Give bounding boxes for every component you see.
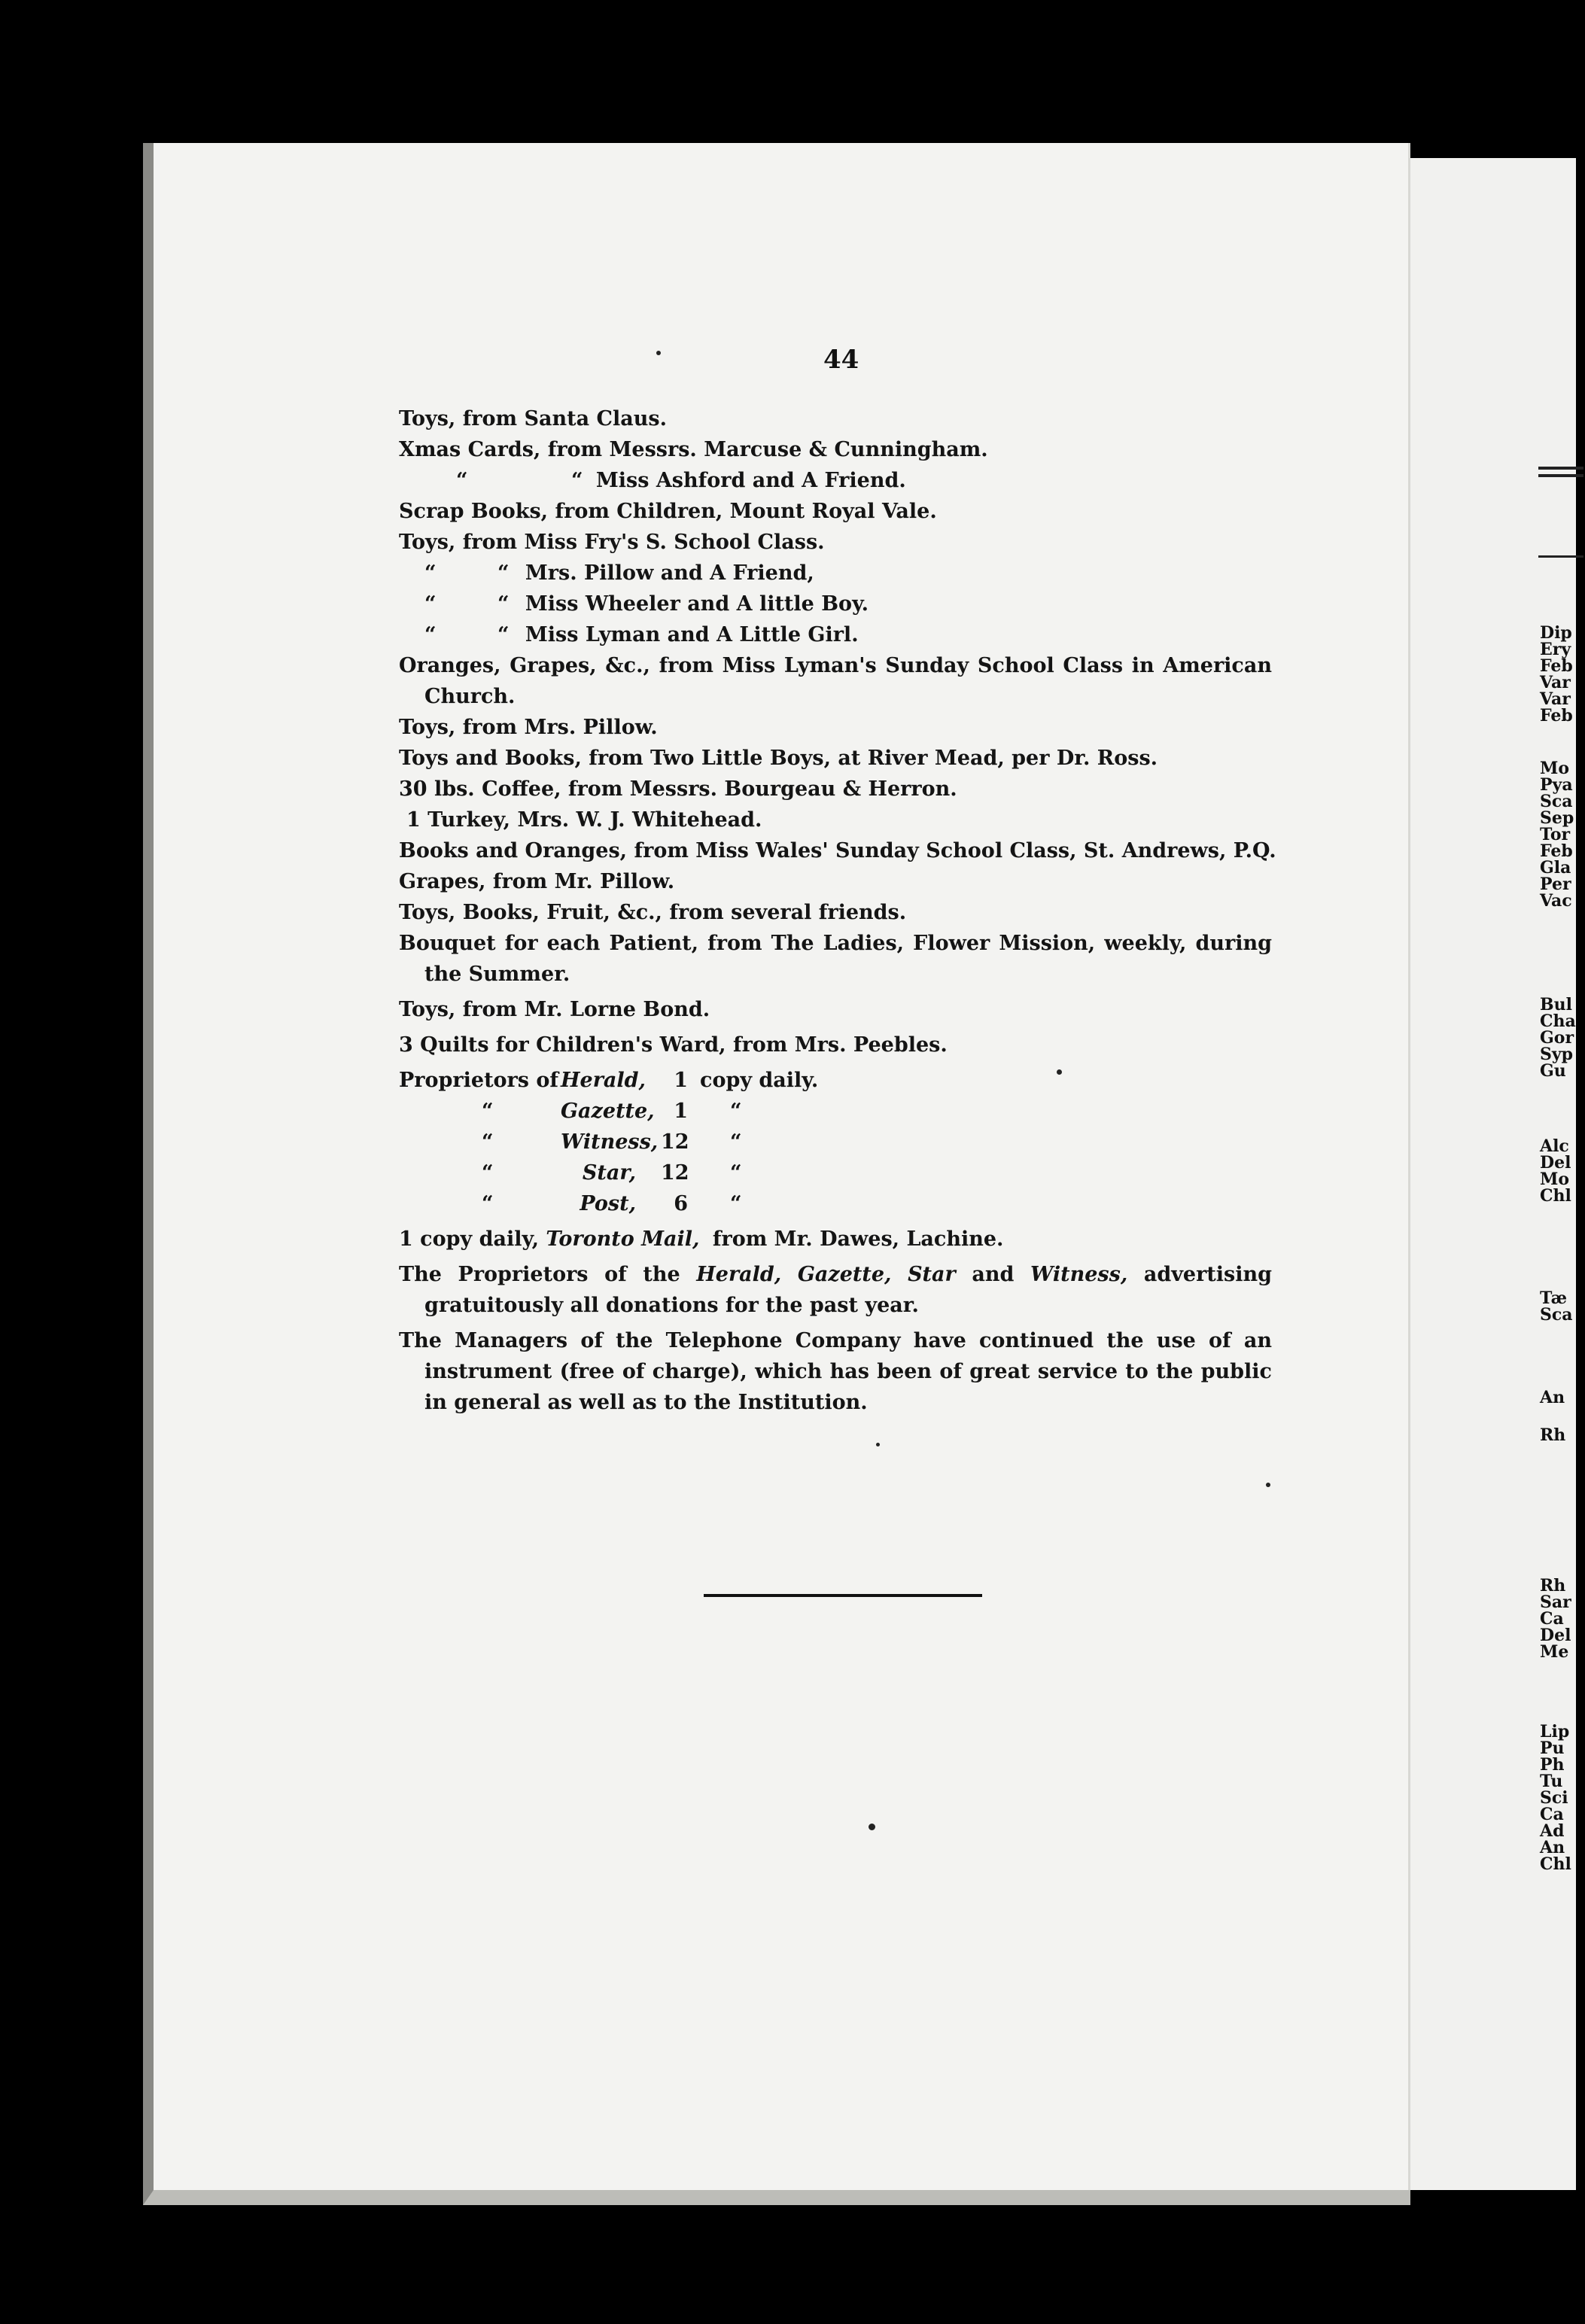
facing-page-fragment: Me	[1540, 1642, 1569, 1662]
ditto-mark: “	[482, 1161, 494, 1185]
facing-page-fragment: Per	[1540, 875, 1571, 894]
newspaper-name: Star,	[582, 1161, 636, 1185]
list-item: Toys, from Mrs. Pillow.	[399, 716, 658, 739]
newspaper-copies: 12	[661, 1161, 689, 1185]
ditto-mark: “	[730, 1161, 742, 1185]
facing-page-fragment: Del	[1540, 1626, 1571, 1645]
facing-page-fragment: Bul	[1540, 995, 1572, 1014]
list-item: 1 Turkey, Mrs. W. J. Whitehead.	[406, 808, 762, 832]
list-item: 3 Quilts for Children's Ward, from Mrs. Peebles.	[399, 1033, 948, 1057]
facing-page-fragment: Pya	[1540, 775, 1573, 795]
ditto-mark: “	[482, 1192, 494, 1215]
newspaper-lead: Proprietors of	[399, 1069, 559, 1092]
list-item: Toys and Books, from Two Little Boys, at River Mead, per Dr. Ross.	[399, 747, 1158, 770]
ink-speck	[1266, 1483, 1270, 1487]
facing-page-fragment: Sca	[1540, 1305, 1573, 1325]
newspaper-suffix: copy daily.	[700, 1069, 819, 1092]
newspaper-name: Gazette,	[561, 1100, 655, 1123]
ink-speck	[876, 1443, 880, 1446]
ditto-mark: “	[497, 623, 510, 646]
newspaper-copies: 12	[661, 1130, 689, 1154]
facing-page-rule	[1538, 467, 1583, 470]
ditto-mark: “	[497, 592, 510, 616]
facing-page-fragment: Sep	[1540, 808, 1574, 828]
facing-page-fragment: Ery	[1540, 640, 1571, 659]
facing-page-fragment: Sca	[1540, 792, 1573, 811]
ditto-mark: “	[730, 1100, 742, 1123]
page-number: 44	[823, 345, 859, 375]
list-item: Scrap Books, from Children, Mount Royal Vale.	[399, 500, 937, 523]
list-item: Grapes, from Mr. Pillow.	[399, 870, 675, 893]
facing-page-fragment: Dip	[1540, 623, 1572, 643]
mail-line-paper: Toronto Mail,	[546, 1227, 700, 1251]
facing-page-fragment: Del	[1540, 1153, 1571, 1173]
facing-page-fragment: Syp	[1540, 1045, 1574, 1064]
facing-page-fragment: Rh	[1540, 1576, 1566, 1595]
facing-page-fragment: Chl	[1540, 1854, 1571, 1874]
facing-page-fragment: An	[1540, 1838, 1565, 1857]
facing-page-fragment: Gla	[1540, 858, 1571, 878]
newspaper-table	[399, 1065, 1272, 1219]
list-item: The Managers of the Telephone Company have continued the use of an instrument (free of charge), which has been of great service to the public in general as well as to the Institution.	[399, 1329, 1272, 1414]
facing-page-fragment: Ca	[1540, 1609, 1564, 1629]
facing-page-fragment: An	[1540, 1388, 1565, 1407]
facing-page-fragment: Vac	[1540, 891, 1572, 911]
facing-page-fragment: Var	[1540, 689, 1571, 709]
ink-speck	[1057, 1069, 1062, 1075]
ink-speck	[869, 1824, 875, 1830]
list-item: Xmas Cards, from Messrs. Marcuse & Cunningham.	[399, 438, 988, 461]
facing-page-fragment: Tu	[1540, 1772, 1563, 1791]
ditto-mark: “	[570, 469, 583, 492]
facing-page-fragment: Cha	[1540, 1011, 1576, 1031]
list-item	[399, 465, 1272, 496]
ditto-mark: “	[456, 469, 468, 492]
advertising-and: and	[972, 1263, 1015, 1286]
facing-page-fragment: Ca	[1540, 1805, 1564, 1824]
facing-page-fragment: Lip	[1540, 1722, 1570, 1741]
ditto-mark: “	[730, 1192, 742, 1215]
facing-page-fragment: Mo	[1540, 759, 1570, 778]
ditto-mark: “	[424, 561, 437, 585]
facing-page-rule	[1538, 555, 1583, 558]
advertising-herald: Herald,	[696, 1263, 782, 1286]
ditto-mark: “	[497, 561, 510, 585]
advertising-pre: The Proprietors of the	[399, 1263, 680, 1286]
facing-page-fragment: Alc	[1540, 1136, 1569, 1156]
facing-page-fragment: Sci	[1540, 1788, 1568, 1808]
ditto-mark: “	[482, 1130, 494, 1154]
newspaper-copies: 1	[674, 1069, 688, 1092]
ditto-mark: “	[730, 1130, 742, 1154]
advertising-post: advertising gratuitously all donations for the past year.	[424, 1263, 1273, 1317]
list-item	[399, 619, 1272, 650]
advertising-star: Star	[908, 1263, 956, 1286]
facing-page-fragment: Rh	[1540, 1425, 1566, 1445]
facing-page-fragment: Feb	[1540, 656, 1573, 676]
newspaper-copies: 6	[674, 1192, 688, 1215]
advertising-gazette: Gazette,	[797, 1263, 892, 1286]
list-item: Toys, from Santa Claus.	[399, 407, 667, 430]
facing-page-fragment: Ad	[1540, 1821, 1565, 1841]
table-row	[399, 1065, 819, 1096]
ditto-mark: “	[424, 592, 437, 616]
donations-list	[399, 403, 1276, 1418]
list-item: Oranges, Grapes, &c., from Miss Lyman's Sunday School Class in American Church.	[399, 654, 1272, 708]
facing-page-fragment: Var	[1540, 673, 1571, 692]
list-item: Books and Oranges, from Miss Wales' Sunday School Class, St. Andrews, P.Q.	[399, 839, 1276, 862]
mail-line-post: from Mr. Dawes, Lachine.	[712, 1227, 1004, 1251]
facing-page-fragment: Feb	[1540, 841, 1573, 861]
list-item: Toys, Books, Fruit, &c., from several friends.	[399, 901, 907, 924]
facing-page-fragment: Tæ	[1540, 1288, 1568, 1308]
facing-page-fragment: Mo	[1540, 1170, 1570, 1189]
newspaper-copies: 1	[674, 1100, 688, 1123]
ink-speck	[656, 351, 661, 355]
facing-page-fragment: Chl	[1540, 1186, 1571, 1206]
list-item	[399, 558, 1272, 589]
facing-page-fragment: Sar	[1540, 1592, 1571, 1612]
list-item	[399, 1259, 1272, 1321]
facing-page-fragment: Ph	[1540, 1755, 1565, 1775]
newspaper-name: Witness,	[561, 1130, 659, 1154]
mail-line-pre: 1 copy daily,	[399, 1227, 539, 1251]
advertising-witness: Witness,	[1030, 1263, 1128, 1286]
facing-page-fragment: Gor	[1540, 1028, 1574, 1048]
facing-page-fragment: Gu	[1540, 1061, 1566, 1081]
facing-page-fragment: Tor	[1540, 825, 1571, 844]
newspaper-name: Post,	[580, 1192, 636, 1215]
list-item	[399, 1224, 1272, 1255]
list-item	[399, 589, 1272, 619]
list-item: Bouquet for each Patient, from The Ladies, Flower Mission, weekly, during the Summer.	[399, 932, 1272, 986]
newspaper-name: Herald,	[561, 1069, 646, 1092]
facing-page-fragment: Pu	[1540, 1738, 1565, 1758]
facing-page	[1406, 158, 1576, 2190]
list-item-text: Miss Lyman and A Little Girl.	[525, 623, 859, 646]
facing-page-rule	[1538, 474, 1583, 477]
list-item-text: Mrs. Pillow and A Friend,	[525, 561, 814, 585]
list-item: Toys, from Miss Fry's S. School Class.	[399, 531, 825, 554]
section-divider	[704, 1594, 982, 1597]
list-item: Toys, from Mr. Lorne Bond.	[399, 998, 710, 1021]
facing-page-fragment: Feb	[1540, 706, 1573, 725]
list-item: 30 lbs. Coffee, from Messrs. Bourgeau & Herron.	[399, 777, 957, 801]
list-item-text: Miss Ashford and A Friend.	[595, 469, 906, 492]
ditto-mark: “	[482, 1100, 494, 1123]
ditto-mark: “	[424, 623, 437, 646]
list-item-text: Miss Wheeler and A little Boy.	[525, 592, 869, 616]
